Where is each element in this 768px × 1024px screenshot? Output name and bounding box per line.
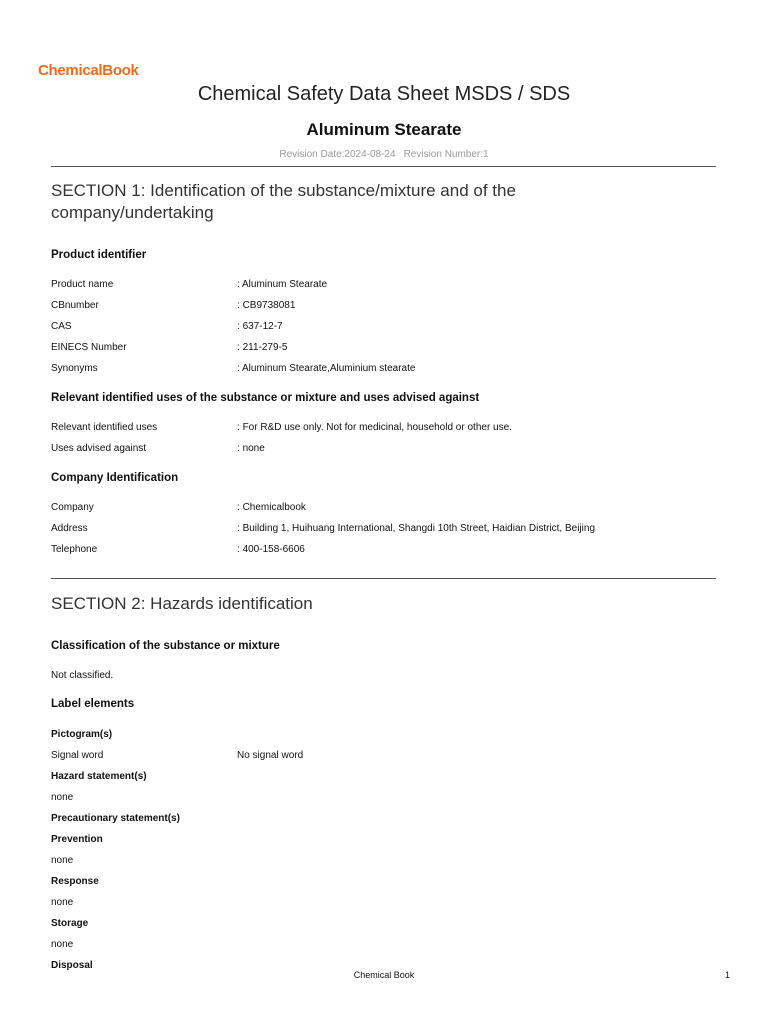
label-elements-heading: Label elements <box>51 698 135 710</box>
page-number: 1 <box>724 970 730 980</box>
kv-label: Company <box>51 502 94 513</box>
uses-heading: Relevant identified uses of the substance or mixture and uses advised against <box>51 392 480 404</box>
kv-value: : 211-279-5 <box>237 342 287 353</box>
response-label: Response <box>51 876 99 887</box>
kv-value: : Aluminum Stearate <box>237 279 327 290</box>
disposal-label: Disposal <box>51 960 93 971</box>
kv-label: Uses advised against <box>51 443 147 454</box>
revision-date: Revision Date:2024-08-24 <box>279 149 396 160</box>
pictograms-label: Pictogram(s) <box>51 729 113 740</box>
storage-value: none <box>51 939 74 950</box>
kv-value: : 637-12-7 <box>237 321 283 332</box>
kv-label: Relevant identified uses <box>51 422 158 433</box>
kv-value: : CB9738081 <box>237 300 295 311</box>
section-1-title: SECTION 1: Identification of the substance/mixture and of the company/undertaking <box>51 181 516 222</box>
kv-label: Signal word <box>51 750 104 761</box>
kv-value: : none <box>237 443 265 454</box>
document-title: Chemical Safety Data Sheet MSDS / SDS <box>197 83 571 105</box>
kv-label: Address <box>51 523 88 534</box>
kv-value: : Building 1, Huihuang International, Shangdi 10th Street, Haidian District, Beijing <box>237 523 595 534</box>
response-value: none <box>51 897 74 908</box>
revision-info <box>0 149 768 160</box>
classification-text: Not classified. <box>51 670 114 681</box>
divider <box>51 166 716 167</box>
kv-value: : For R&D use only. Not for medicinal, household or other use. <box>237 422 512 433</box>
kv-label: Telephone <box>51 544 98 555</box>
storage-label: Storage <box>51 918 89 929</box>
company-heading: Company Identification <box>51 472 179 484</box>
kv-label: EINECS Number <box>51 342 127 353</box>
kv-value: : Chemicalbook <box>237 502 306 513</box>
hazard-statements-label: Hazard statement(s) <box>51 771 147 782</box>
classification-heading: Classification of the substance or mixture <box>51 640 280 652</box>
kv-value: No signal word <box>237 750 304 761</box>
hazard-value: none <box>51 792 74 803</box>
kv-label: Synonyms <box>51 363 98 374</box>
prevention-value: none <box>51 855 74 866</box>
kv-value: : Aluminum Stearate,Aluminium stearate <box>237 363 415 374</box>
section-2-title: SECTION 2: Hazards identification <box>51 594 313 613</box>
kv-label: CBnumber <box>51 300 99 311</box>
product-identifier-heading: Product identifier <box>51 249 147 261</box>
revision-number: Revision Number:1 <box>403 149 489 160</box>
brand-logo: ChemicalBook <box>38 62 139 79</box>
prevention-label: Prevention <box>51 834 103 845</box>
divider <box>51 578 716 579</box>
product-title: Aluminum Stearate <box>306 120 462 139</box>
kv-label: Product name <box>51 279 114 290</box>
precautionary-label: Precautionary statement(s) <box>51 813 180 824</box>
kv-value: : 400-158-6606 <box>237 544 305 555</box>
footer-title: Chemical Book <box>353 970 415 980</box>
kv-label: CAS <box>51 321 72 332</box>
